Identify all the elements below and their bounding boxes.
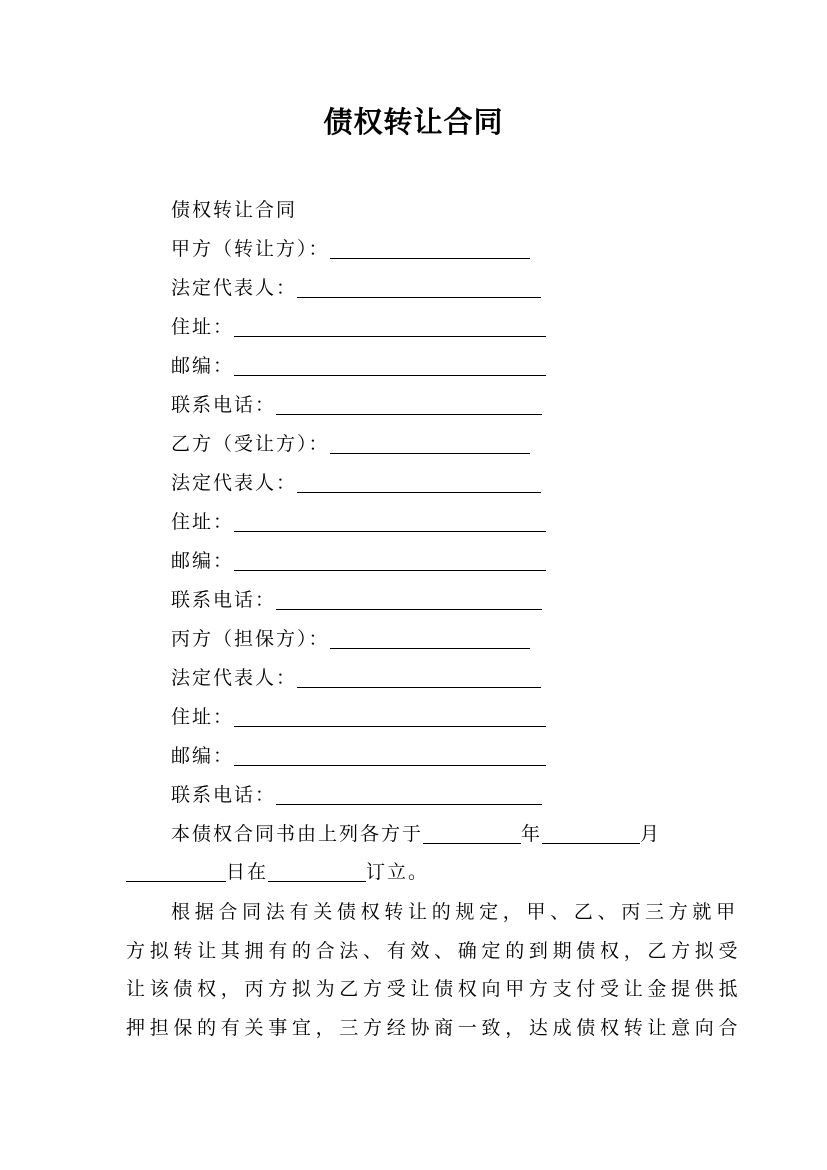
month-label: 月	[640, 823, 662, 845]
contract-subtitle	[171, 198, 297, 222]
party-b-address-label: 住址：	[171, 511, 235, 533]
party-b-phone-label: 联系电话：	[171, 589, 277, 611]
party-a-label: 甲方（转让方）：	[171, 238, 330, 260]
party-a-rep-blank	[297, 279, 541, 298]
party-b-blank	[330, 435, 530, 454]
party-a-postcode-blank	[234, 357, 546, 376]
party-c-postcode	[171, 744, 546, 768]
signing-line-2	[126, 860, 429, 884]
year-label: 年	[521, 823, 543, 845]
party-b-label: 乙方（受让方）：	[171, 433, 330, 455]
party-c-rep	[171, 666, 541, 690]
party-c-rep-blank	[297, 669, 541, 688]
party-a-address-label: 住址：	[171, 316, 235, 338]
party-c-address-blank	[234, 708, 546, 727]
year-blank	[423, 825, 521, 844]
party-a-rep	[171, 276, 541, 300]
document-title: 债权转让合同	[323, 105, 504, 139]
party-c-address	[171, 705, 546, 729]
party-c-heading	[171, 627, 530, 651]
party-b-heading	[171, 432, 530, 456]
party-a-address-blank	[234, 318, 546, 337]
party-a-phone-blank	[276, 396, 542, 415]
place-blank	[268, 863, 366, 882]
month-blank	[542, 825, 640, 844]
party-c-blank	[330, 630, 530, 649]
party-b-postcode-label: 邮编：	[171, 550, 235, 572]
signing-line-1	[171, 822, 661, 846]
party-c-address-label: 住址：	[171, 706, 235, 728]
party-c-phone-blank	[276, 786, 542, 805]
party-c-phone-label: 联系电话：	[171, 784, 277, 806]
party-a-blank	[330, 240, 530, 259]
signing-suffix: 订立。	[366, 861, 430, 883]
party-c-postcode-blank	[234, 747, 546, 766]
party-c-rep-label: 法定代表人：	[171, 667, 298, 689]
party-c-phone	[171, 783, 542, 807]
party-c-label: 丙方（担保方）：	[171, 628, 330, 650]
party-b-rep	[171, 471, 541, 495]
party-b-phone	[171, 588, 542, 612]
party-b-postcode-blank	[234, 552, 546, 571]
party-b-address-blank	[234, 513, 546, 532]
party-a-heading	[171, 237, 530, 261]
party-a-address	[171, 315, 546, 339]
day-blank	[126, 863, 226, 882]
day-label: 日在	[226, 861, 269, 883]
paragraph-line-4: 押担保的有关事宜，三方经协商一致，达成债权转让意向合	[126, 1017, 743, 1040]
party-b-address	[171, 510, 546, 534]
paragraph-line-1: 根据合同法有关债权转让的规定，甲、乙、丙三方就甲	[171, 901, 740, 923]
paragraph-line-3: 让该债权，丙方拟为乙方受让债权向甲方支付受让金提供抵	[126, 978, 743, 1001]
party-a-postcode	[171, 354, 546, 378]
party-a-phone-label: 联系电话：	[171, 394, 277, 416]
party-a-rep-label: 法定代表人：	[171, 277, 298, 299]
paragraph-line-2: 方拟转让其拥有的合法、有效、确定的到期债权，乙方拟受	[126, 939, 743, 962]
signing-prefix: 本债权合同书由上列各方于	[171, 823, 424, 845]
party-a-postcode-label: 邮编：	[171, 355, 235, 377]
party-a-phone	[171, 393, 542, 417]
party-c-postcode-label: 邮编：	[171, 745, 235, 767]
party-b-rep-blank	[297, 474, 541, 493]
party-b-rep-label: 法定代表人：	[171, 472, 298, 494]
subtitle-text: 债权转让合同	[171, 199, 298, 221]
party-b-phone-blank	[276, 591, 542, 610]
party-b-postcode	[171, 549, 546, 573]
